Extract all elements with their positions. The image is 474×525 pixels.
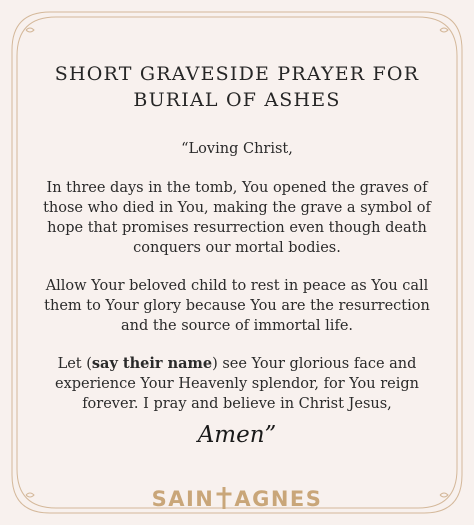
prayer-paragraph-2: Allow Your beloved child to rest in peace as You call them to Your glory because You are the resurrection and the source of immortal life. [44,278,430,334]
title-line-1: SHORT GRAVESIDE PRAYER FOR [54,63,420,85]
brand-logo [0,487,474,511]
prayer-closing: Amen” [197,422,277,448]
cross-icon [215,487,233,509]
brand-right-text: AGNES [234,487,323,511]
brand-left-text: SAIN [151,487,215,511]
paragraph-3-before: Let ( [57,356,92,372]
prayer-paragraph-3 [34,354,440,414]
prayer-paragraph-1: In three days in the tomb, You opened the graves of those who died in You, making the grave a symbol of hope that promises resurrection even though death conquers our mortal bodies. [43,180,431,256]
prayer-salutation: “Loving Christ, [181,141,293,157]
title-line-2: BURIAL OF ASHES [133,89,341,111]
paragraph-3-after: ) see Your glorious face and experience Your Heavenly splendor, for You reign forever. I pray and believe in Christ Jesus, [54,356,419,412]
say-their-name-emphasis: say their name [91,355,213,372]
page-title [40,61,434,113]
